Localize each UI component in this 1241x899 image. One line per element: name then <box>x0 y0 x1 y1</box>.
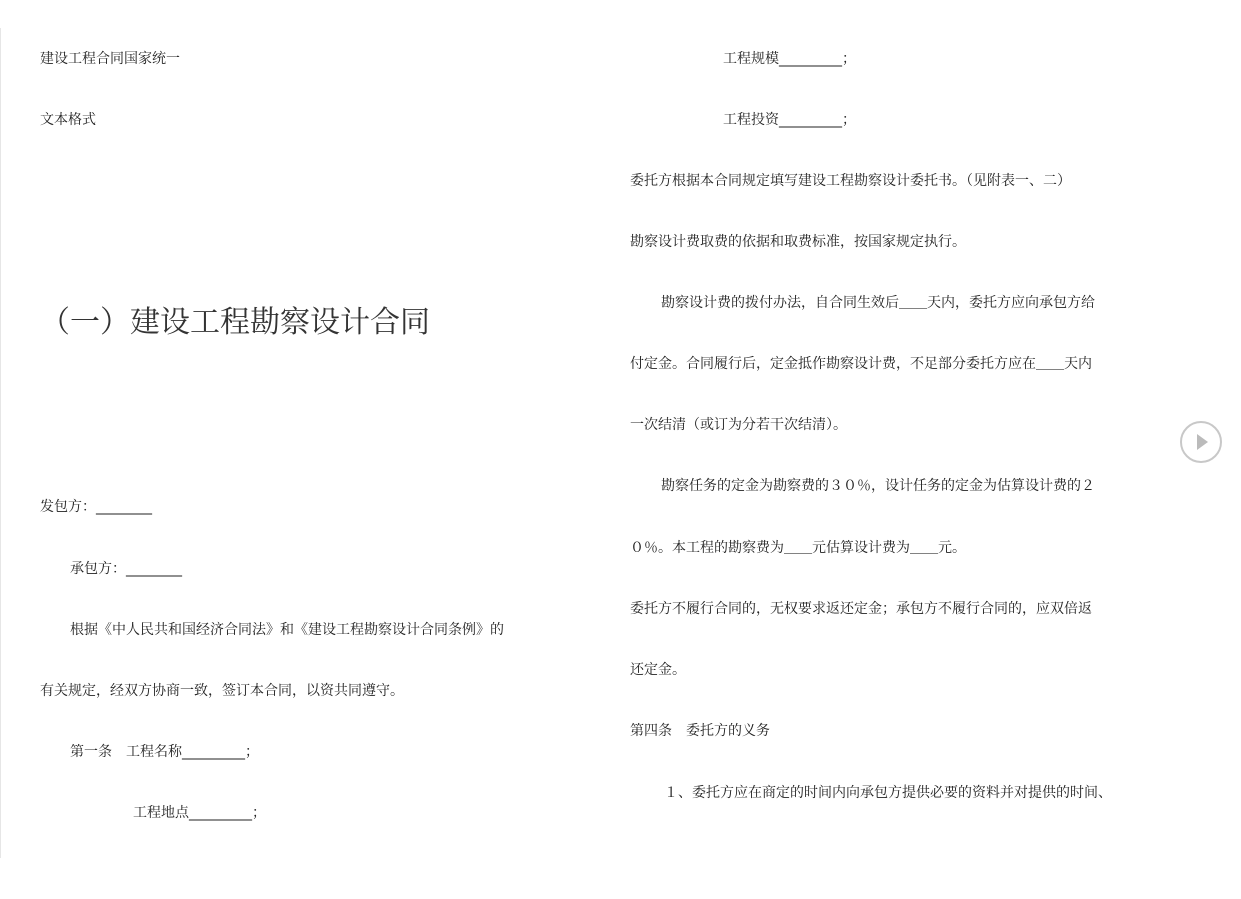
paragraph-line: 有关规定，经双方协商一致，签订本合同，以资共同遵守。 <box>40 683 404 699</box>
paragraph-line: 第四条 委托方的义务 <box>630 723 770 739</box>
paragraph-line: 勘察设计费取费的依据和取费标准，按国家规定执行。 <box>630 234 966 250</box>
paragraph-line: 委托方不履行合同的，无权要求返还定金；承包方不履行合同的，应双倍返 <box>630 601 1092 617</box>
paragraph-line: 承包方：________ <box>70 561 182 577</box>
paragraph-line: 付定金。合同履行后，定金抵作勘察设计费，不足部分委托方应在＿＿天内 <box>630 356 1092 372</box>
document-title: （一）建设工程勘察设计合同 <box>40 305 430 340</box>
paragraph-line: 委托方根据本合同规定填写建设工程勘察设计委托书。（见附表一、二） <box>630 173 1071 189</box>
paragraph-line: 工程规模_________； <box>723 51 856 67</box>
paragraph-line: ０％。本工程的勘察费为＿＿元估算设计费为＿＿元。 <box>630 540 966 556</box>
paragraph-line: 工程地点_________； <box>133 805 266 821</box>
next-page-button[interactable] <box>1180 421 1222 463</box>
play-icon <box>1197 434 1208 450</box>
paragraph-line: 第一条 工程名称_________； <box>70 744 259 760</box>
paragraph-line: 根据《中人民共和国经济合同法》和《建设工程勘察设计合同条例》的 <box>70 622 504 638</box>
paragraph-line: 发包方：________ <box>40 499 152 515</box>
paragraph-line: 工程投资_________； <box>723 112 856 128</box>
paragraph-line: 还定金。 <box>630 662 686 678</box>
paragraph-line: １、委托方应在商定的时间内向承包方提供必要的资料并对提供的时间、 <box>664 785 1112 801</box>
document-page-left <box>0 28 592 858</box>
paragraph-line: 一次结清（或订为分若干次结清）。 <box>630 417 847 433</box>
header-line-1: 建设工程合同国家统一 <box>40 51 180 67</box>
header-line-2: 文本格式 <box>40 112 96 128</box>
paragraph-line: 勘察任务的定金为勘察费的３０％，设计任务的定金为估算设计费的２ <box>661 478 1095 494</box>
paragraph-line: 勘察设计费的拨付办法，自合同生效后＿＿天内，委托方应向承包方给 <box>661 295 1095 311</box>
